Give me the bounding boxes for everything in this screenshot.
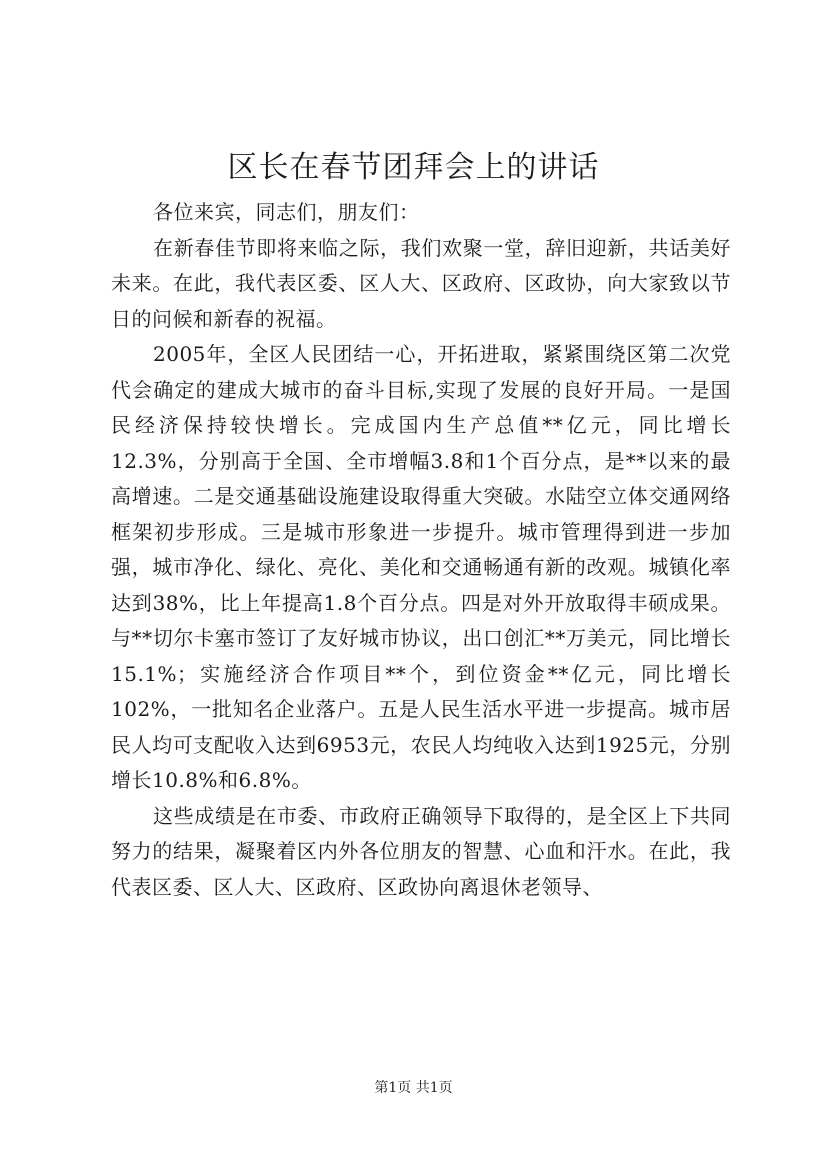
paragraph-greeting: 各位来宾，同志们，朋友们： — [153, 200, 420, 224]
page-footer: 第1页 共1页 — [374, 1080, 453, 1096]
paragraph-achievements: 2005年，全区人民团结一心，开拓进取，紧紧围绕区第二次党代会确定的建成大城市的奋斗目标,实现了发展的良好开局。一是国民经济保持较快增长。完成国内生产总值**亿元，同比增长12.3%，分别高于全国、全市增幅3.8和1个百分点，是**以来的最高增速。二是交通基础设施建设取得重大突破。水陆空立体交通网络框架初步形成。三是城市形象进一步提升。城市管理得到进一步加强，城市净化、绿化、亮化、美化和交通畅通有新的改观。城镇化率达到38%，比上年提高1.8个百分点。四是对外开放取得丰硕成果。与**切尔卡塞市签订了友好城市协议，出口创汇**万美元，同比增长15.1%；实施经济合作项目**个，到位资金**亿元，同比增长102%，一批知名企业落户。五是人民生活水平进一步提高。城市居民人均可支配收入达到6953元，农民人均纯收入达到1925元，分别增长10.8%和6.8%。 — [111, 342, 731, 792]
document-title: 区长在春节团拜会上的讲话 — [227, 150, 600, 185]
paragraph-thanks: 这些成绩是在市委、市政府正确领导下取得的，是全区上下共同努力的结果，凝聚着区内外各位朋友的智慧、心血和汗水。在此，我代表区委、区人大、区政府、区政协向离退休老领导、 — [111, 803, 731, 899]
paragraph-intro: 在新春佳节即将来临之际，我们欢聚一堂，辞旧迎新，共话美好未来。在此，我代表区委、区人大、区政府、区政协，向大家致以节日的问候和新春的祝福。 — [111, 235, 731, 331]
document-body — [111, 195, 731, 905]
